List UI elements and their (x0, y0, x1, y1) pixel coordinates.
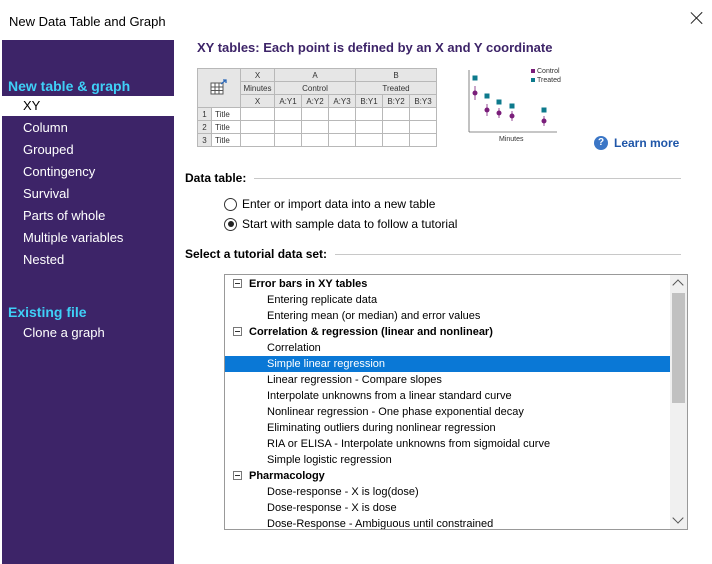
tree-group-correlation-regression[interactable]: Correlation & regression (linear and nonlinear) (233, 324, 493, 340)
legend-treated: Treated (537, 77, 561, 84)
radio-label[interactable]: Enter or import data into a new table (242, 197, 436, 211)
main-panel (174, 40, 712, 564)
list-item[interactable]: Entering mean (or median) and error values (267, 310, 481, 322)
section-existing-file: Existing file (8, 304, 87, 320)
data-table-section (185, 171, 681, 185)
radio-button[interactable] (224, 198, 237, 211)
close-icon[interactable] (690, 11, 704, 25)
list-item[interactable]: Entering replicate data (267, 294, 378, 306)
row-number: 2 (198, 121, 212, 134)
row-number: 3 (198, 134, 212, 147)
scroll-down-icon[interactable] (672, 512, 683, 523)
x-axis-label: Minutes (499, 136, 524, 143)
collapse-icon[interactable] (233, 279, 242, 288)
learn-more-link[interactable] (594, 136, 679, 150)
col-header: A:Y2 (302, 95, 329, 108)
group-header-b: B (356, 69, 437, 82)
collapse-icon[interactable] (233, 471, 242, 480)
sub-header-control: Control (275, 82, 356, 95)
col-header: B:Y1 (356, 95, 383, 108)
tutorial-section (185, 247, 681, 261)
collapse-icon[interactable] (233, 327, 242, 336)
row-title: Title (212, 121, 241, 134)
sidebar-item-column[interactable]: Column (23, 120, 68, 135)
help-icon[interactable]: ? (594, 136, 608, 150)
sidebar-item-nested[interactable]: Nested (23, 252, 65, 267)
scrollbar[interactable] (670, 275, 687, 529)
table-grid-icon (210, 79, 228, 95)
row-title: Title (212, 134, 241, 147)
sidebar-item-clone-graph[interactable]: Clone a graph (23, 325, 105, 340)
sidebar-item-grouped[interactable]: Grouped (23, 142, 74, 157)
legend-control-swatch (531, 69, 535, 73)
table-row (198, 121, 437, 134)
sidebar-item-contingency[interactable]: Contingency (23, 164, 96, 179)
learn-more-label[interactable]: Learn more (614, 136, 680, 150)
row-number: 1 (198, 108, 212, 121)
col-header: B:Y2 (383, 95, 410, 108)
sidebar-item-multiple-variables[interactable]: Multiple variables (23, 230, 124, 245)
radio-label[interactable]: Start with sample data to follow a tutorial (242, 217, 458, 231)
col-header: A:Y3 (329, 95, 356, 108)
sidebar-item-survival[interactable]: Survival (23, 186, 70, 201)
list-item[interactable]: Dose-response - X is log(dose) (267, 486, 419, 498)
list-item-selected[interactable]: Simple linear regression (225, 356, 670, 372)
sub-header-minutes: Minutes (241, 82, 275, 95)
window-title: New Data Table and Graph (9, 14, 166, 29)
table-icon-cell (198, 69, 241, 108)
list-item[interactable]: Dose-response - X is dose (267, 502, 397, 514)
scroll-up-icon[interactable] (672, 279, 683, 290)
preview-table (197, 68, 437, 147)
tutorial-list[interactable] (224, 274, 688, 530)
scroll-thumb[interactable] (672, 293, 685, 403)
radio-enter-import[interactable] (224, 197, 435, 211)
group-header-x: X (241, 69, 275, 82)
divider (335, 254, 681, 255)
list-item[interactable]: Interpolate unknowns from a linear standard curve (267, 390, 512, 402)
list-item[interactable]: Simple logistic regression (267, 454, 392, 466)
col-header: B:Y3 (410, 95, 437, 108)
data-table-label: Data table: (185, 171, 247, 185)
list-item[interactable]: Eliminating outliers during nonlinear regression (267, 422, 496, 434)
mini-xy-chart (461, 66, 581, 144)
sidebar (2, 40, 174, 564)
legend-control: Control (537, 68, 560, 75)
page-title: XY tables: Each point is defined by an X and Y coordinate (197, 40, 553, 55)
col-header: A:Y1 (275, 95, 302, 108)
table-row (198, 134, 437, 147)
list-item[interactable]: Nonlinear regression - One phase exponential decay (267, 406, 524, 418)
divider (254, 178, 681, 179)
section-new-table-graph: New table & graph (8, 78, 131, 94)
tree-group-pharmacology[interactable]: Pharmacology (233, 468, 325, 484)
table-row (198, 108, 437, 121)
legend-treated-swatch (531, 78, 535, 82)
sidebar-item-parts-of-whole[interactable]: Parts of whole (23, 208, 106, 223)
tutorial-label: Select a tutorial data set: (185, 247, 328, 261)
col-header: X (241, 95, 275, 108)
row-title: Title (212, 108, 241, 121)
title-bar (0, 0, 712, 40)
list-item[interactable]: Correlation (267, 342, 321, 354)
sub-header-treated: Treated (356, 82, 437, 95)
list-item[interactable]: RIA or ELISA - Interpolate unknowns from sigmoidal curve (267, 438, 551, 450)
treated-series (473, 76, 547, 113)
sidebar-item-xy[interactable]: XY (2, 96, 174, 116)
list-item[interactable]: Linear regression - Compare slopes (267, 374, 442, 386)
group-header-a: A (275, 69, 356, 82)
list-item[interactable]: Dose-Response - Ambiguous until constrained (267, 518, 494, 530)
radio-button-checked[interactable] (224, 218, 237, 231)
radio-sample-data[interactable] (224, 217, 457, 231)
tree-group-error-bars[interactable]: Error bars in XY tables (233, 276, 367, 292)
